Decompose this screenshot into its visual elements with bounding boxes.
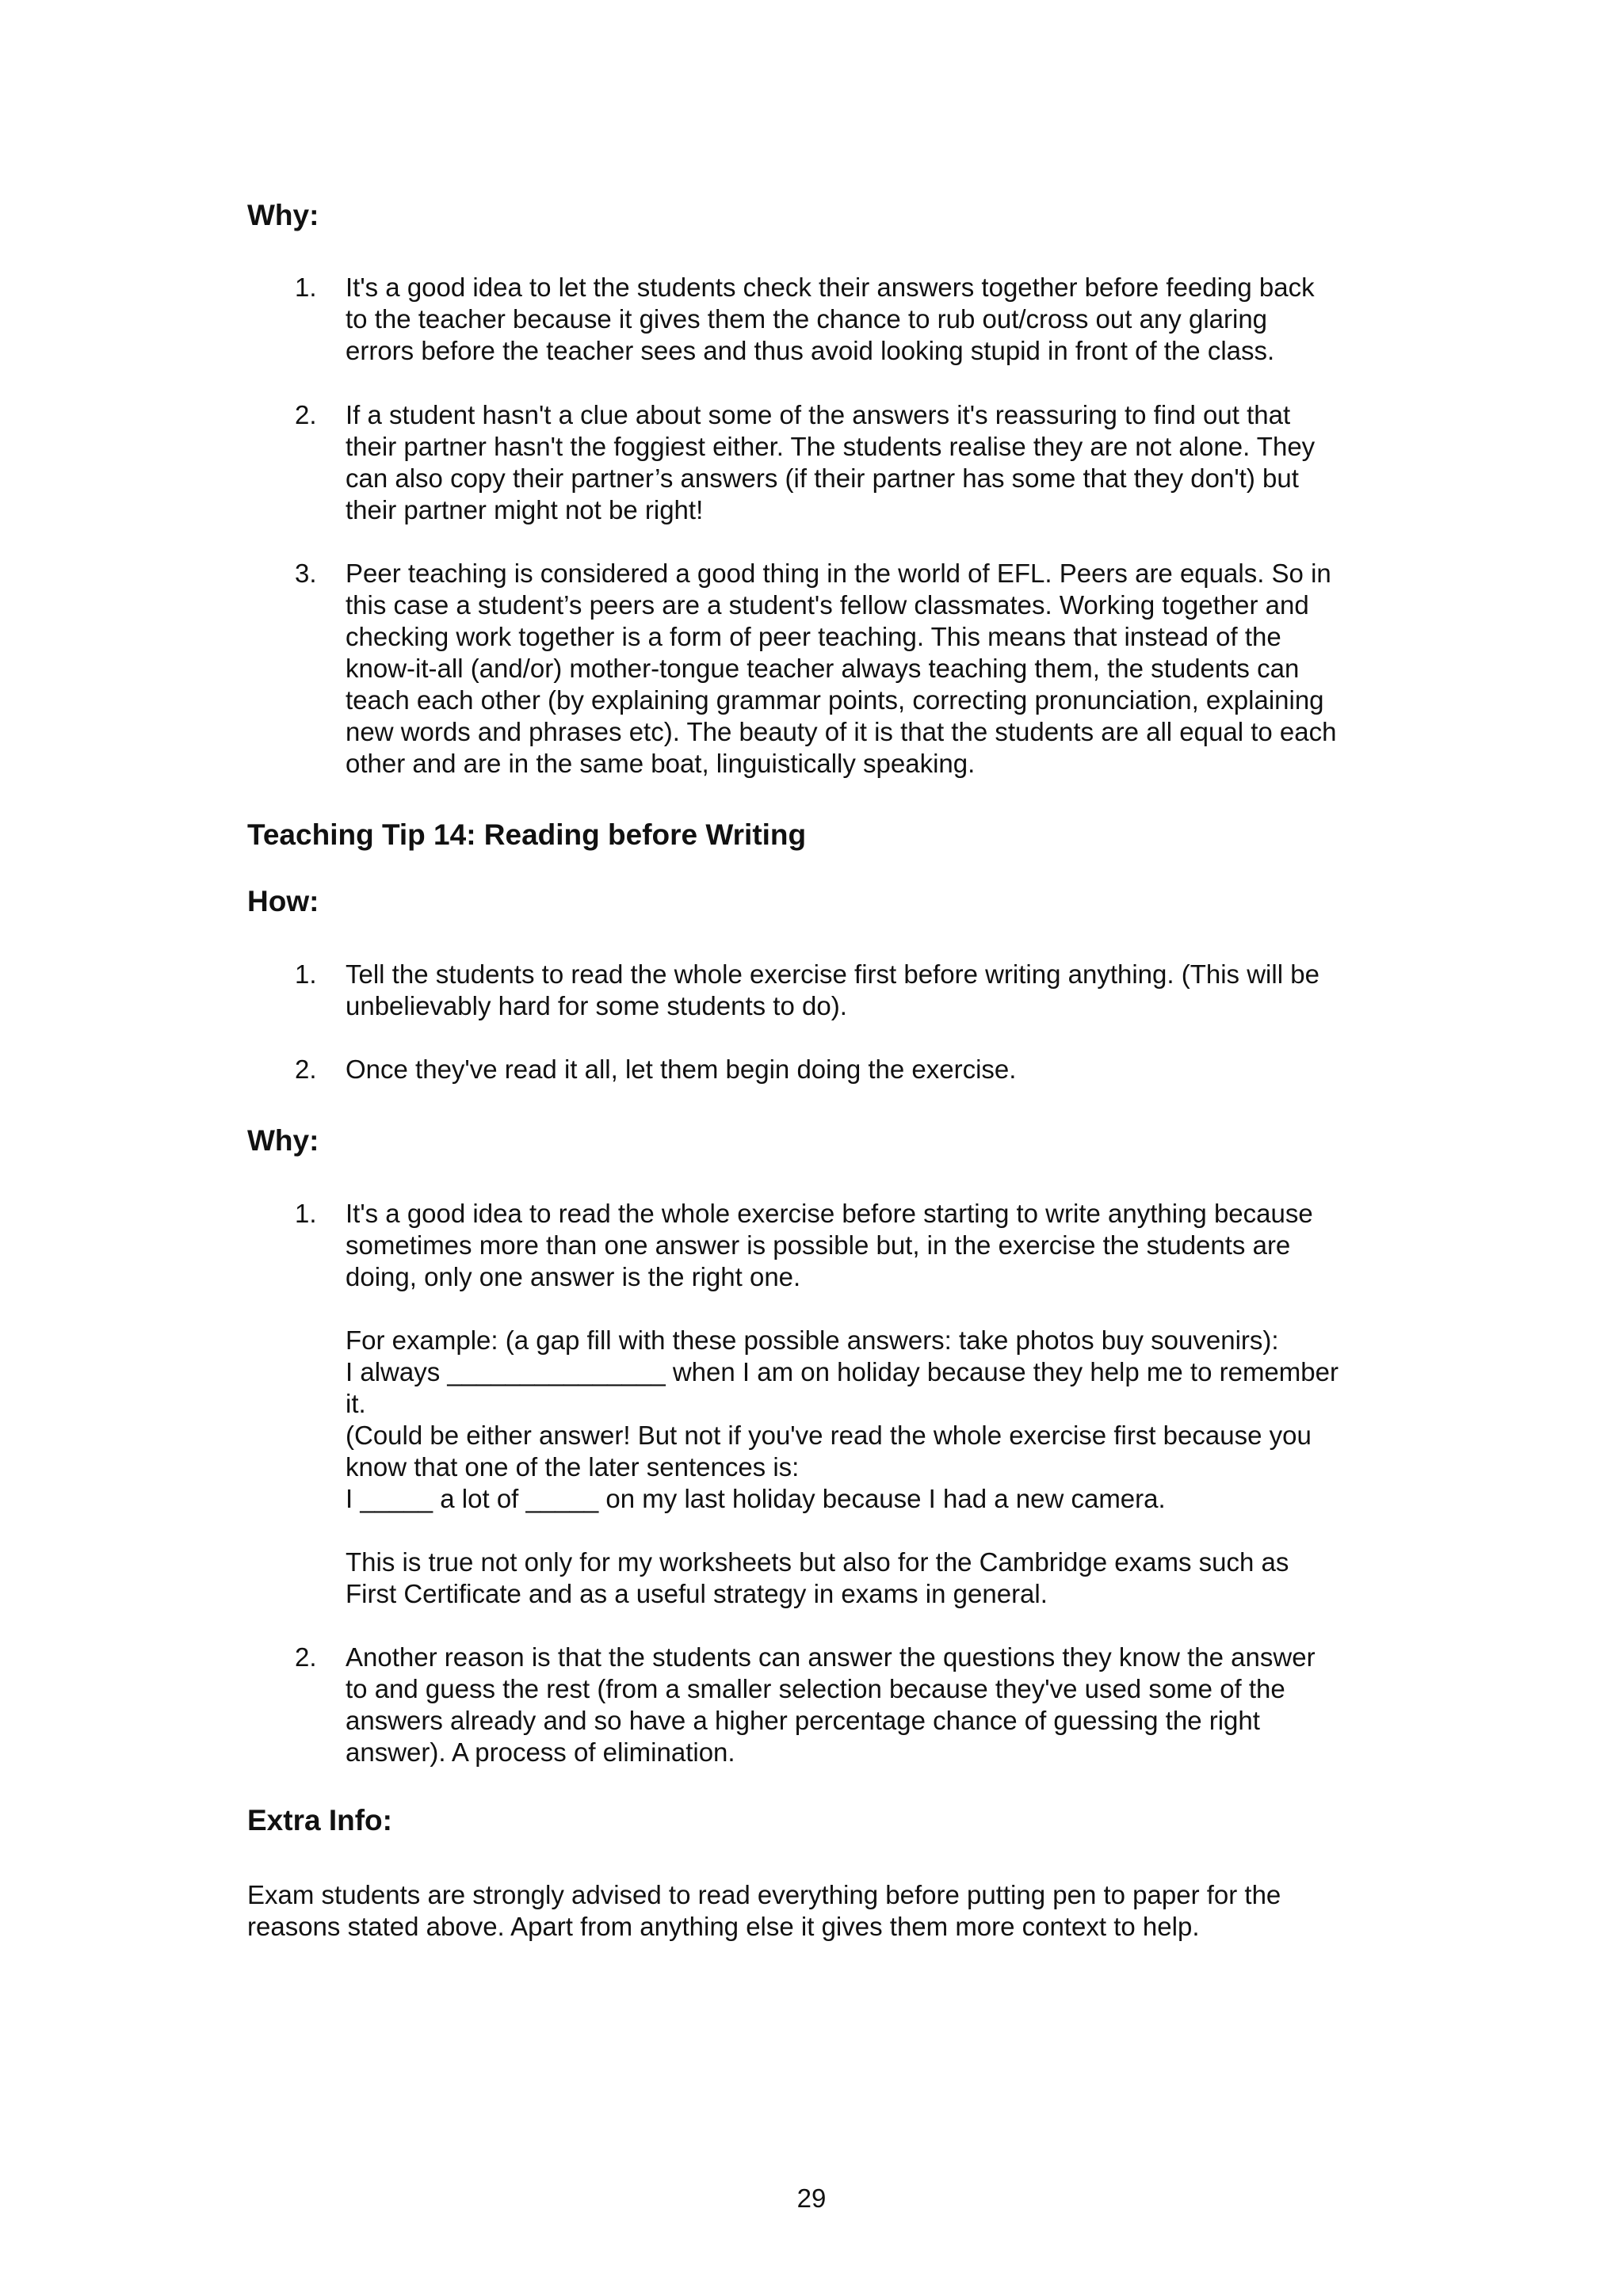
text-line: sometimes more than one answer is possible but, in the exercise the students are — [346, 1230, 1291, 1260]
list-number: 2. — [295, 1642, 317, 1672]
extra-info-heading: Extra Info: — [247, 1804, 392, 1836]
text-line: this case a student’s peers are a student's fellow classmates. Working together and — [346, 590, 1309, 620]
list-item-text — [346, 1054, 1407, 1085]
text-line: For example: (a gap fill with these possible answers: take photos buy souvenirs): — [346, 1325, 1279, 1355]
text-line: other and are in the same boat, linguistically speaking. — [346, 749, 976, 778]
why-heading: Why: — [247, 1124, 319, 1157]
list-number: 1. — [295, 273, 317, 302]
list-number: 1. — [295, 1199, 317, 1228]
list-item-text — [346, 959, 1407, 1022]
text-line: answer). A process of elimination. — [346, 1737, 735, 1767]
text-line: errors before the teacher sees and thus avoid looking stupid in front of the class. — [346, 336, 1275, 365]
tip-title: Teaching Tip 14: Reading before Writing — [247, 818, 807, 851]
why-heading: Why: — [247, 199, 319, 231]
text-line: If a student hasn't a clue about some of the answers it's reassuring to find out that — [346, 400, 1291, 429]
text-line: know-it-all (and/or) mother-tongue teacher always teaching them, the students can — [346, 654, 1300, 683]
list-item-text — [346, 558, 1407, 780]
text-line: Tell the students to read the whole exercise first before writing anything. (This will be — [346, 959, 1319, 989]
list-item-text — [346, 1198, 1407, 1293]
text-line: their partner hasn't the foggiest either. The students realise they are not alone. They — [346, 432, 1316, 461]
extra-info-paragraph — [247, 1879, 1388, 1943]
text-line: I always _______________ when I am on holiday because they help me to remember — [346, 1357, 1338, 1386]
text-line: answers already and so have a higher percentage chance of guessing the right — [346, 1706, 1260, 1735]
text-line: new words and phrases etc). The beauty of it is that the students are all equal to each — [346, 717, 1337, 746]
text-line: (Could be either answer! But not if you've read the whole exercise first because you — [346, 1421, 1312, 1450]
text-line: Peer teaching is considered a good thing in the world of EFL. Peers are equals. So in — [346, 559, 1331, 588]
text-line: unbelievably hard for some students to do). — [346, 991, 847, 1020]
text-line: This is true not only for my worksheets but also for the Cambridge exams such as — [346, 1547, 1289, 1577]
list-item-text — [346, 272, 1407, 367]
text-line: doing, only one answer is the right one. — [346, 1262, 801, 1291]
list-item-text — [346, 1642, 1407, 1768]
list-number: 3. — [295, 559, 317, 588]
text-line: their partner might not be right! — [346, 495, 704, 524]
text-line: First Certificate and as a useful strategy in exams in general. — [346, 1579, 1048, 1608]
text-line: Exam students are strongly advised to read everything before putting pen to paper for the — [247, 1880, 1281, 1909]
text-line: to and guess the rest (from a smaller selection because they've used some of the — [346, 1674, 1285, 1703]
text-line: Another reason is that the students can answer the questions they know the answer — [346, 1642, 1316, 1672]
text-line: Once they've read it all, let them begin doing the exercise. — [346, 1055, 1017, 1084]
list-number: 1. — [295, 959, 317, 989]
text-line: I _____ a lot of _____ on my last holiday because I had a new camera. — [346, 1484, 1166, 1513]
how-heading: How: — [247, 885, 319, 917]
text-line: It's a good idea to let the students check their answers together before feeding back — [346, 273, 1315, 302]
text-line: It's a good idea to read the whole exercise before starting to write anything because — [346, 1199, 1313, 1228]
text-line: to the teacher because it gives them the chance to rub out/cross out any glaring — [346, 304, 1268, 334]
list-number: 2. — [295, 1055, 317, 1084]
text-line: it. — [346, 1389, 366, 1418]
text-line: checking work together is a form of peer teaching. This means that instead of the — [346, 622, 1281, 651]
text-line: reasons stated above. Apart from anything else it gives them more context to help. — [247, 1912, 1200, 1941]
list-item-text — [346, 399, 1407, 526]
example-text — [346, 1325, 1407, 1515]
text-line: know that one of the later sentences is: — [346, 1452, 800, 1482]
text-line: can also copy their partner’s answers (if their partner has some that they don't) but — [346, 463, 1299, 493]
list-number: 2. — [295, 400, 317, 429]
text-line: teach each other (by explaining grammar points, correcting pronunciation, explaining — [346, 685, 1324, 715]
page-number: 29 — [796, 2183, 827, 2213]
note-text — [346, 1547, 1407, 1610]
